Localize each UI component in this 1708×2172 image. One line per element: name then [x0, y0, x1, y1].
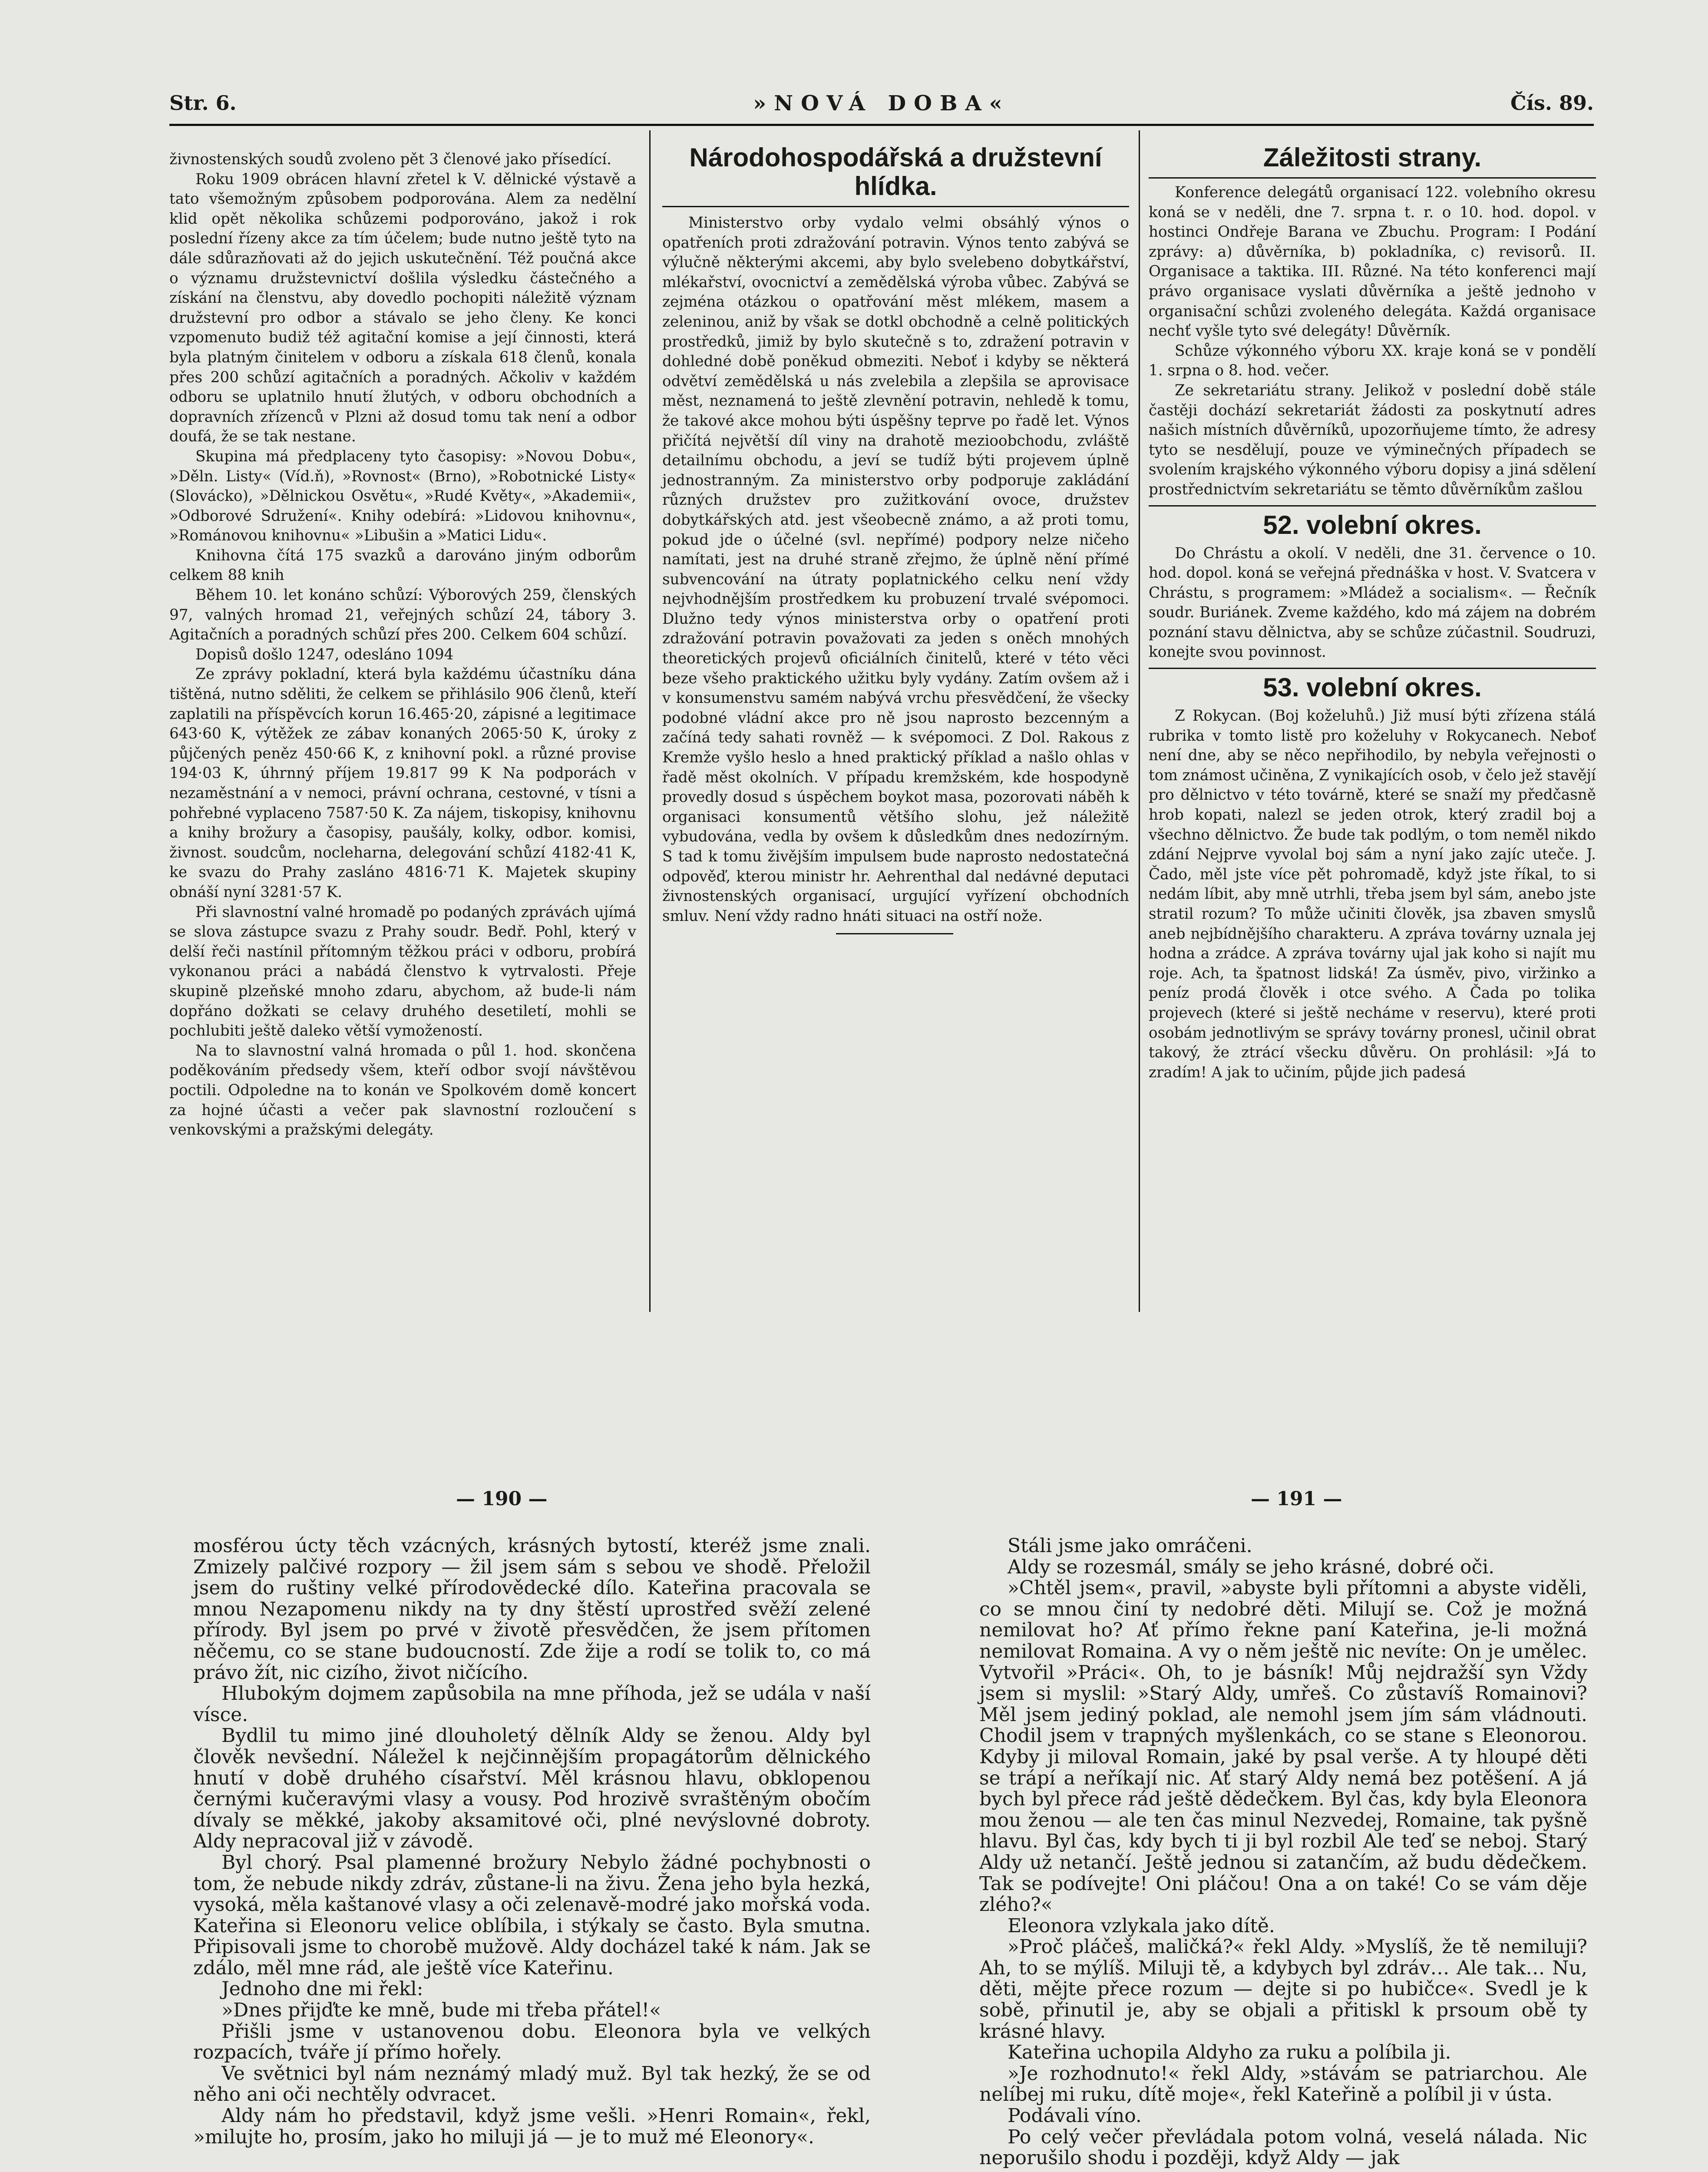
issue-number: Čís. 89.: [1510, 91, 1594, 115]
column-right: [1149, 143, 1596, 1083]
serial-paragraph: Bydlil tu mimo jiné dlouholetý dělník Aldy se ženou. Aldy byl člověk nevšední. Náležel k nejčinnějším propagátorům dělnického hnutí v době druhého císařství. Měl krásnou hlavu, obklopenou černými kučeravými vlasy a vousy. Pod hrozivě svraštěným obočím dívaly se měkké, jakoby aksamitové oči, plné nevýslovné dobroty. Aldy nepracoval již v závodě.: [193, 1725, 871, 1853]
col1-paragraph: Na to slavnostní valná hromada o půl 1. hod. skončena poděkováním předsedy všem, kteří odbor svojí návštěvou poctili. Odpoledne na to konán ve Spolkovém domě koncert za hojné účasti a večer pak slavnostní rozloučení s venkovskými a pražskými delegáty.: [169, 1042, 636, 1139]
col2-heading: Národohospodářská a družstevní hlídka.: [689, 143, 1102, 201]
page-header: [169, 85, 1594, 124]
col1-paragraph: Dopisů došlo 1247, odesláno 1094: [195, 646, 454, 663]
col1-paragraph: živnostenských soudů zvoleno pět 3 členové jako přísedící.: [169, 151, 611, 168]
col3-section-rule: [1149, 668, 1596, 669]
serial-paragraph: Byl chorý. Psal plamenné brožury Nebylo žádné pochybnosti o tom, že nebude nikdy zdráv, zůstane-li na živu. Žena jeho byla hezká, vysoká, měla kaštanové vlasy a oči zelenavě-modré jako mořská voda. Kateřina si Eleonoru velice oblíbila, i stýkaly se často. Byla smutna. Připisovali jsme to chorobě mužově. Aldy docházel také k nám. Jak se zdálo, měl mne rád, ale ještě více Kateřinu.: [193, 1851, 871, 1979]
col1-paragraph: Při slavnostní valné hromadě po podaných zprávách ujímá se slova zástupce svazu z Prahy soudr. Bedř. Pohl, který v delší řeči nastínil přítomným těžkou práci v odboru, probírá vykonanou práci a nabádá členstvo k vytrvalosti. Přeje skupině plzeňské mnoho zdaru, abychom, až bude-li nám dopřáno dožkati se celavy druhého desetiletí, mohli se pochlubiti ještě daleko větší vymožeností.: [169, 903, 636, 1040]
serial-paragraph: Aldy nám ho představil, když jsme vešli. »Henri Romain«, řekl, »milujte ho, prosím, jako ho miluji já — je to muž mé Eleonory«.: [193, 2105, 871, 2148]
section-52-heading: 52. volební okres.: [1263, 510, 1482, 540]
section-53-heading: 53. volební okres.: [1263, 673, 1482, 702]
col1-paragraph: Ze zprávy pokladní, která byla každému účastníku dána tištěná, nutno sděliti, že celkem se přihlásilo 906 členů, kteří zaplatili na příspěvcích korun 16.465·20, zápisné a legitimace 643·60 K, výtěžek ze zábav konaných 2065·50 K, úroky z půjčených peněz 450·66 K, z knihovní pokl. a různé provise 194·03 K, úhrnný příjem 19.817 99 K Na podporách v nezaměstnání a v nemoci, právní ochrana, cestovné, v tísni a pohřebné vyplaceno 7587·50 K. Za nájem, tiskopisy, knihovnu a knihy brožury a časopisy, paušály, kolky, odbor. komisi, živnost. soudcům, nocleharna, delegování schůzí 4182·41 K, ke svazu do Prahy zasláno 4816·71 K. Majetek skupiny obnáší nyní 3281·57 K.: [169, 666, 636, 901]
masthead-title: »NOVÁ DOBA«: [753, 91, 1010, 116]
col3-paragraph: Konference delegátů organisací 122. volebního okresu koná se v neděli, dne 7. srpna t. r. o 10. hod. dopol. v hostinci Ondřeje Barana ve Zbuchu. Program: I Podání zprávy: a) důvěrníka, b) pokladníka, c) revisorů. II. Organisace a taktika. III. Různé. Na této konferenci mají právo organisace vyslati důvěrníka a ještě jednoho v organisační schůzi zvoleného delegáta. Každá organisace nechť vyšle tyto své delegáty! Důvěrník.: [1149, 184, 1596, 340]
col1-paragraph: Během 10. let konáno schůzí: Výborových 259, členských 97, valných hromad 21, veřejných schůzí 24, tábory 3. Agitačních a poradných schůzí přes 200. Celkem 604 schůzí.: [169, 586, 636, 644]
header-rule: [169, 124, 1594, 126]
serial-paragraph: Přišli jsme v ustanovenou dobu. Eleonora byla ve velkých rozpacích, tváře jí přímo hořely.: [193, 2020, 871, 2064]
serial-right-page: [979, 1536, 1587, 2169]
col1-paragraph: Knihovna čítá 175 svazků a darováno jiným odborům celkem 88 knih: [169, 546, 636, 584]
serial-left-page: [193, 1536, 871, 2148]
col2-heading-rule: [662, 206, 1129, 207]
serial-paragraph: »Proč pláčeš, maličká?« řekl Aldy. »Myslíš, že tě nemiluji? Ah, to se mýlíš. Miluji tě, a kdybych byl zdráv… Ale tak… Nu, děti, mějte přece rozum — dejte si po hubičce«. Svedl je k sobě, přinutil je, aby se objali a přitiskl k prsoum obě ty krásné hlavy.: [979, 1936, 1587, 2043]
column-middle: [662, 143, 1129, 934]
col2-paragraph: Ministerstvo orby vydalo velmi obsáhlý výnos o opatřeních proti zdražování potravin. Výnos tento zabývá se výlučně některými akcemi, aby bylo svelebeno dobytkářství, mlékařství, ovocnictví a zemědělská výroba vůbec. Zabývá se zejména otázkou o opatřování měst mlékem, masem a zeleninou, aniž by však se dotkl obchodně a celně politických prostředků, jimiž by bylo skutečně s to, zdražení potravin v dohledné době poněkud obmeziti. Neboť i kdyby se některá odvětví zemědělská u nás zvelebila a zlepšila se aprovisace měst, neznamená to ještě zlevnění potravin, nehledě k tomu, že takové akce mohou býti úspěšny teprve po řadě let. Výnos přičítá největší díl viny na drahotě mezioobchodu, zvláště detailnímu obchodu, a jeví se tudíž býti projevem úplně jednostranným. Za ministerstvo orby podporuje zakládání různých družstev pro zužitkování ovoce, družstev dobytkářských atd. jest všeobecně známo, a až proti tomu, pokud jde o účelné (svl. nepřímé) podpory nelze ničeho namítati, jest na druhé straně zřejmo, že úplně nění přímé subvencování na útraty poplatnického celku není vždy nejvhodnějším prostředkem ku probuzení trvalé svépomoci. Dlužno tedy výnos ministerstva orby o opatření proti zdražování potravin považovati za jeden s oněch mnohých theoretických projevů oficiálních činitelů, které v této věci beze všeho praktického užitku byly vydány. Zatím ovšem až i v konsumenstvu samém nabývá vrchu přesvědčení, že všecky podobné vládní akce pro ně jsou naprosto bezcenným a začíná tedy sahati rovněž — k svépomoci. Z Dol. Rakous z Kremže vyšlo heslo a hned praktický příklad a našlo ohlas v řadě měst okolních. V případu kremžském, kde hospodyně provedly dosud s úspěchem boykot masa, pozorovati náběh k organisaci konsumentů většího slohu, jež náležitě vybudována, vedla by ovšem k důsledkům dnes nedozírným. S tad k tomu živějším impulsem bude naprosto nedostatečná odpověď, kterou ministr hr. Aehrenthal dal nedávné deputaci živnostenských organisací, urgující vyřízení obchodních smluv. Není vždy radno hnáti situaci na ostří nože.: [662, 214, 1129, 925]
col3-section-rule: [1149, 505, 1596, 507]
serial-paragraph: Podávali víno.: [1008, 2105, 1142, 2127]
serial-paragraph: »Je rozhodnuto!« řekl Aldy, »stávám se patriarchou. Ale nelíbej mi ruku, dítě moje«, řekl Kateřině a políbil ji v ústa.: [979, 2062, 1587, 2106]
serial-paragraph: Jednoho dne mi řekl:: [221, 1978, 423, 2000]
column-divider-2: [1139, 130, 1140, 1312]
serial-paragraph: Po celý večer převládala potom volná, veselá nálada. Nic neporušilo shodu i později, když Aldy — jak: [979, 2126, 1587, 2169]
serial-paragraph: mosférou úcty těch vzácných, krásných bytostí, kteréž jsme znali. Zmizely palčivé rozpory — žil jsem sám s sebou ve shodě. Přeložil jsem do ruštiny velké přírodovědecké dílo. Kateřina pracovala se mnou Nezapomenu nikdy na ty dny štěstí uprostřed svěží zelené přírody. Byl jsem po prvé v životě přesvědčen, že jsem přítomen něčemu, co se stane budoucností. Zde žije a rodí se tolik to, co má právo žít, nic cizího, život ničícího.: [193, 1535, 871, 1684]
column-divider-1: [649, 130, 651, 1312]
page-label: Str. 6.: [169, 91, 237, 115]
section-52-text: Do Chrástu a okolí. V neděli, dne 31. července o 10. hod. dopol. koná se veřejná přednáška v host. V. Svatcera v Chrástu, s programem: »Mládež a socialism«. — Řečník soudr. Buriánek. Zveme každého, kdo má zájem na dobrém poznání stavu dělnictva, aby se schůze zúčastnil. Soudruzi, konejte svou povinnost.: [1149, 544, 1596, 661]
serial-paragraph: Ve světnici byl nám neznámý mladý muž. Byl tak hezký, že se od něho ani oči nechtěly odvracet.: [193, 2062, 871, 2106]
col1-paragraph: Skupina má předplaceny tyto časopisy: »Novou Dobu«, »Děln. Listy« (Víd.ň), »Rovnost« (Brno), »Robotnické Listy« (Slovácko), »Dělnickou Osvětu«, »Rudé Květy«, »Akademii«, »Odborové Sdružení«. Knihy odebírá: »Lidovou knihovnu«, »Románovou knihovnu« »Libušin a »Matici Lidu«.: [169, 447, 636, 545]
serial-paragraph: Stáli jsme jako omráčeni.: [1008, 1535, 1252, 1557]
serial-paragraph: Kateřina uchopila Aldyho za ruku a políbila ji.: [1008, 2041, 1451, 2064]
serial-paragraph: Eleonora vzlykala jako dítě.: [1008, 1914, 1275, 1937]
serial-paragraph: »Chtěl jsem«, pravil, »abyste byli přítomni a abyste viděli, co se mnou činí ty nedobré děti. Milují se. Což je možná nemilovat ho? Ať přímo řekne paní Kateřina, je-li možná nemilovat Romaina. A vy o něm ještě nic nevíte: On je umělec. Vytvořil »Práci«. Oh, to je básník! Můj nejdražší syn Vždy jsem si myslil: »Starý Aldy, umřeš. Co zůstavíš Romainovi? Měl jsem jediný poklad, ale nemohl jsem jím sám vládnouti. Chodil jsem v trapných myšlenkách, co se stane s Eleonorou. Kdyby ji miloval Romain, jaké by psal verše. A ty hloupé děti se trápí a neříkají nic. Ať starý Aldy nemá bez potěšení. A já bych byl přece rád ještě dědečkem. Byl čas, kdy byla Eleonora mou ženou — ale ten čas minul Nezvedej, Romaine, tak pyšně hlavu. Byl čas, kdy bych ti ji byl rozbil Ale teď se neboj. Starý Aldy už netančí. Ještě jednou si zatančím, až budu dědečkem. Tak se podívejte! Oni pláčou! Ona a on také! Co se vám děje zlého?«: [979, 1577, 1587, 1916]
serial-paragraph: Aldy se rozesmál, smály se jeho krásné, dobré oči.: [1008, 1556, 1495, 1578]
page-number-right: — 191 —: [1251, 1488, 1342, 1510]
page-number-left: — 190 —: [456, 1488, 548, 1510]
col2-end-rule: [836, 933, 953, 934]
serial-paragraph: Hlubokým dojmem zapůsobila na mne příhoda, jež se udála v naší vísce.: [193, 1682, 871, 1726]
col1-paragraph: Roku 1909 obrácen hlavní zřetel k V. dělnické výstavě a tato všemožným způsobem podporována. Alem za nedělní klid opět několika schůzemi podporováno, jakož i rok poslední řízeny akce za tím účelem; bude nutno ještě tyto na dále sdůrazňovati až do jejich uskutečnění. Též poučná akce o významu družstevnictví došlila výsledku částečného a získání na členstvu, aby dovedlo pochopiti náležitě význam družstevní pro odbor a stávalo se jeho členy. Ke konci vzpomenuto budiž též agitační komise a její činnosti, která byla platným činitelem v odboru a získala 618 členů, konala přes 200 schůzí agitačních a poradných. Ačkoliv v každém odboru se uplatnilo hnutí žlutých, v odboru obchodních a dopravních zřízenců v Plzni až dosud tomu tak není a odbor doufá, že se tak nestane.: [169, 170, 636, 446]
col3-heading: Záležitosti strany.: [1263, 143, 1482, 172]
col3-heading-rule: [1149, 177, 1596, 179]
col3-paragraph: Schůze výkonného výboru XX. kraje koná se v pondělí 1. srpna o 8. hod. večer.: [1149, 342, 1596, 380]
section-53-text: Z Rokycan. (Boj koželuhů.) Již musí býti zřízena stálá rubrika v tomto listě pro koželuhy v Rokycanech. Neboť není dne, aby se něco nepřihodilo, by nebyla veřejnosti o tom známost učiněna, Z vynikajících osob, v čelo jež stavějí pro dělnictvo v této továrně, které se snaží my předčasně hrob kopati, nalezl se jeden otrok, který zradil boj a všechno dělnictvo. Že bude tak podlým, o tom neměl nikdo zdání Nejprve vyvolal boj sám a nyní jako zajíc uteče. J. Čado, měl jste více pět pohromadě, když jste říkal, to si nedám líbit, aby mně utrhli, třeba jsem byl sám, anebo jste stratil rozum? To může učiniti člověk, jsa zbaven smyslů aneb nejbídnějšího charakteru. A zpráva továrny uznala jej hodna a zrádce. A zpráva továrny ujal jak koho si najít mu roje. Ach, ta špatnost lidská! Za úsměv, pivo, viržinko a peníz prodá člověk i otce svého. A Čada po tolika projevech (které si ještě necháme v reservu), které proti osobám jednotlivým se správy továrny pronesl, učinil obrat takový, že ztrácí všecku důvěru. On prohlásil: »Já to zradím! A jak to učiním, půjde jich padesá: [1149, 707, 1596, 1081]
col3-paragraph: Ze sekretariátu strany. Jelikož v poslední době stále častěji dochází sekretariát žádosti za poskytnutí adres našich místních důvěrníků, upozorňujeme tímto, že adresy tyto se nesdělují, pouze ve výminečných případech se svolením krajského výkonného výboru dopisy a jiná sdělení prostřednictvím sekretariátu se těmto důvěrníkům zašlou: [1149, 381, 1596, 498]
column-left: [169, 150, 636, 1140]
serial-paragraph: »Dnes přijďte ke mně, bude mi třeba přátel!«: [221, 1999, 661, 2022]
